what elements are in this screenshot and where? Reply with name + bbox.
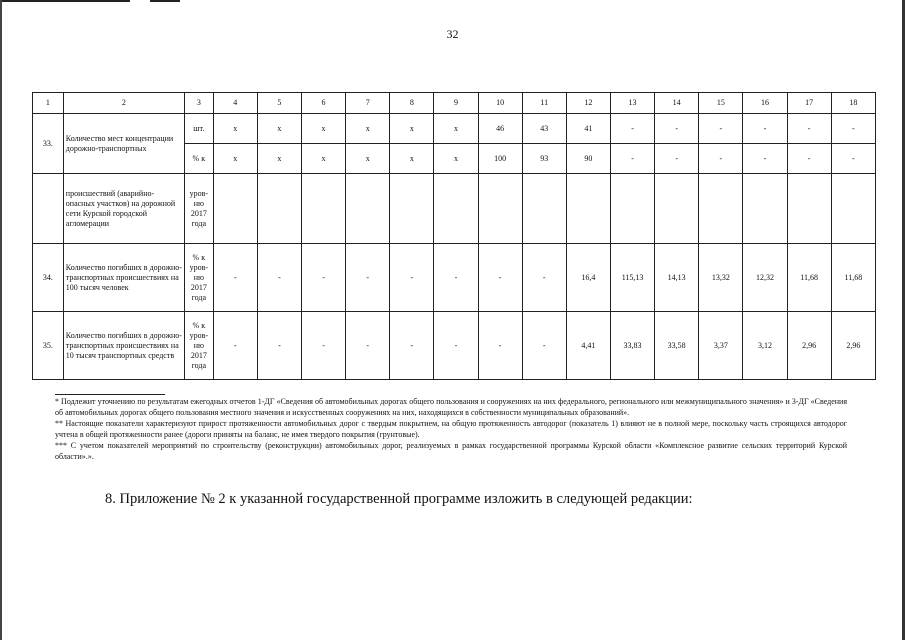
value-cell: - [655,144,699,174]
row-number: 35. [33,312,64,380]
unit-cell: уров-ню 2017 года [184,174,213,244]
value-cell: - [390,244,434,312]
value-cell: - [610,144,654,174]
value-cell: 2,96 [787,312,831,380]
value-cell: - [699,144,743,174]
value-cell: 2,96 [831,312,875,380]
row-number: 33. [33,114,64,174]
table-row-33-continued [33,174,876,244]
value-cell: х [257,114,301,144]
value-cell: х [301,114,345,144]
column-number-cell: 2 [63,93,184,114]
value-cell: - [522,312,566,380]
value-cell: - [478,312,522,380]
empty-cell [610,174,654,244]
value-cell: 33,83 [610,312,654,380]
value-cell: 12,32 [743,244,787,312]
indicator-name: Количество мест концентрации дорожно-транспортных [63,114,184,174]
value-cell: - [831,144,875,174]
page-number: 32 [446,27,459,41]
section-heading: 8. Приложение № 2 к указанной государственной программе изложить в следующей редакции: [105,491,693,507]
value-cell: 90 [566,144,610,174]
table-row-34 [33,244,876,312]
value-cell: 11,68 [831,244,875,312]
value-cell: - [787,144,831,174]
empty-cell [522,174,566,244]
value-cell: - [301,312,345,380]
column-number-cell: 9 [434,93,478,114]
value-cell: х [213,144,257,174]
value-cell: - [346,312,390,380]
empty-cell [257,174,301,244]
empty-cell [478,174,522,244]
empty-cell [655,174,699,244]
value-cell: 16,4 [566,244,610,312]
value-cell: - [831,114,875,144]
value-cell: х [390,144,434,174]
value-cell: - [346,244,390,312]
column-number-cell: 18 [831,93,875,114]
value-cell: 43 [522,114,566,144]
value-cell: - [434,312,478,380]
empty-cell [831,174,875,244]
value-cell: - [522,244,566,312]
value-cell: 46 [478,114,522,144]
value-cell: 4,41 [566,312,610,380]
indicator-name: Количество погибших в дорожно-транспортных происшествиях на 10 тысяч транспортных средств [63,312,184,380]
column-number-cell: 3 [184,93,213,114]
value-cell: - [478,244,522,312]
footnote-2: ** Настоящие показатели характеризуют прирост протяженности автомобильных дорог с твердым покрытием, на общую протяженность автодорог (показатель 1) влияют не в полной мере, поскольку часть строящихся автодорог учтена в общей протяженности ранее (дороги приняты на баланс, не имея твердого покрытия (грунтовые). [55,419,847,439]
unit-cell: шт. [184,114,213,144]
empty-cell [743,174,787,244]
value-cell: - [213,244,257,312]
value-cell: - [257,312,301,380]
column-number-cell: 17 [787,93,831,114]
empty-cell [434,174,478,244]
empty-cell [787,174,831,244]
table-row-33-units [33,114,876,144]
value-cell: х [434,114,478,144]
value-cell: - [787,114,831,144]
empty-cell [346,174,390,244]
column-number-cell: 14 [655,93,699,114]
unit-cell: % к уров-ню 2017 года [184,312,213,380]
column-number-cell: 4 [213,93,257,114]
value-cell: х [346,144,390,174]
column-number-cell: 16 [743,93,787,114]
value-cell: х [213,114,257,144]
value-cell: х [390,114,434,144]
value-cell: 11,68 [787,244,831,312]
value-cell: х [346,114,390,144]
value-cell: - [743,144,787,174]
value-cell: - [655,114,699,144]
table-header-row [33,93,876,114]
value-cell: 3,37 [699,312,743,380]
footnote-3: *** С учетом показателей мероприятий по строительству (реконструкции) автомобильных дорог, реализуемых в рамках государственной программы Курской области «Комплексное развитие сельских территорий Курской области».». [55,441,847,461]
column-number-cell: 13 [610,93,654,114]
value-cell: х [257,144,301,174]
value-cell: 115,13 [610,244,654,312]
empty-cell [301,174,345,244]
value-cell: - [610,114,654,144]
column-number-cell: 7 [346,93,390,114]
column-number-cell: 15 [699,93,743,114]
empty-cell [566,174,610,244]
value-cell: - [213,312,257,380]
page-left-border [0,0,2,640]
column-number-cell: 1 [33,93,64,114]
column-number-cell: 10 [478,93,522,114]
value-cell: 41 [566,114,610,144]
indicator-name-continued: происшествий (аварийно- опасных участков) на дорожной сети Курской городской агломерации [63,174,184,244]
column-number-cell: 12 [566,93,610,114]
value-cell: 13,32 [699,244,743,312]
value-cell: х [301,144,345,174]
value-cell: 93 [522,144,566,174]
footnote-1: * Подлежит уточнению по результатам ежегодных отчетов 1-ДГ «Сведения об автомобильных дорогах общего пользования и сооружениях на них федерального, регионального или межмуниципального значения» и 3-ДГ «Сведения об автомобильных дорогах общего пользования местного значения и искусственных сооружениях на них, находящихся в собственности муниципальных образований». [55,397,847,417]
footnote-rule [55,394,165,395]
value-cell: 100 [478,144,522,174]
column-number-cell: 11 [522,93,566,114]
value-cell: 33,58 [655,312,699,380]
empty-cell [213,174,257,244]
row-number: 34. [33,244,64,312]
value-cell: - [301,244,345,312]
column-number-cell: 8 [390,93,434,114]
table-row-35 [33,312,876,380]
page-top-border [0,0,905,2]
unit-cell: % к уров-ню 2017 года [184,244,213,312]
unit-cell: % к [184,144,213,174]
value-cell: - [743,114,787,144]
empty-cell [390,174,434,244]
empty-cell [699,174,743,244]
value-cell: - [257,244,301,312]
footnotes [55,394,847,462]
value-cell: 14,13 [655,244,699,312]
column-number-cell: 6 [301,93,345,114]
value-cell: - [699,114,743,144]
value-cell: - [434,244,478,312]
indicators-table [32,92,876,380]
column-number-cell: 5 [257,93,301,114]
value-cell: - [390,312,434,380]
value-cell: х [434,144,478,174]
value-cell: 3,12 [743,312,787,380]
indicator-name: Количество погибших в дорожно-транспортных происшествиях на 100 тысяч человек [63,244,184,312]
row-number-empty [33,174,64,244]
